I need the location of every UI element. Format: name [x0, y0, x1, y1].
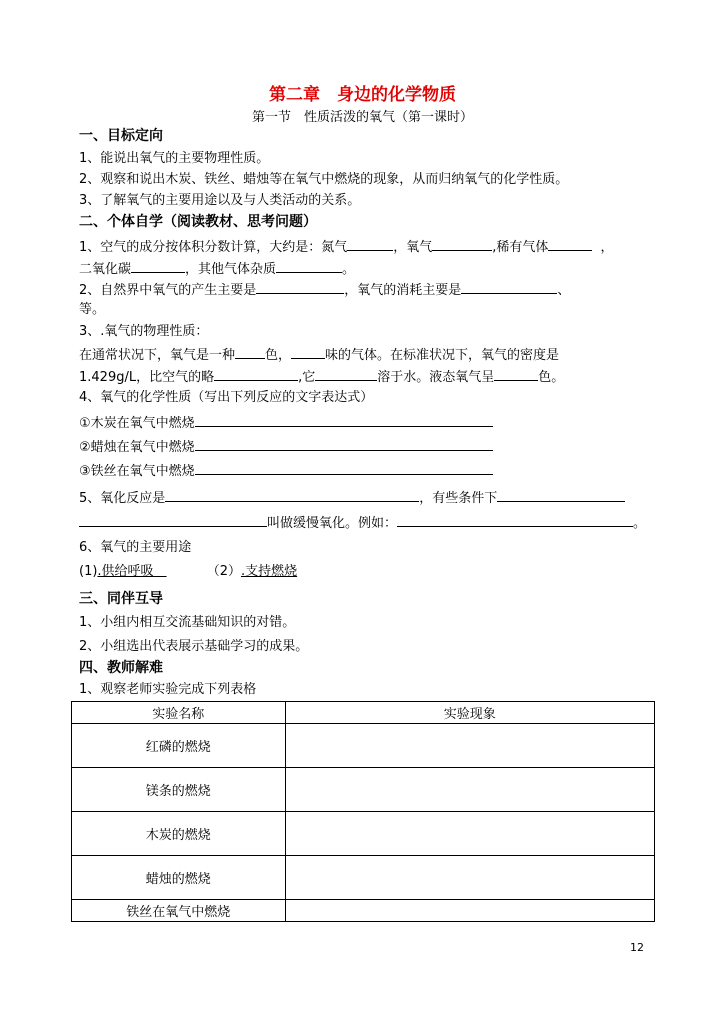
fill-blank[interactable]	[548, 238, 592, 251]
question-2-line-2: 等。	[79, 302, 106, 317]
question-1-line-2: 二氧化碳 ，其他气体杂质 。	[79, 262, 356, 277]
experiment-table	[71, 701, 655, 922]
reaction-item: ③铁丝在氧气中燃烧	[79, 462, 493, 480]
table-row	[72, 812, 655, 856]
question-6-heading: 6、氧气的主要用途	[79, 540, 192, 555]
phenomenon-cell[interactable]	[285, 812, 654, 856]
experiment-name: 铁丝在氧气中燃烧	[72, 900, 286, 922]
table-intro: 1、观察老师实验完成下列表格	[79, 682, 257, 697]
fill-blank[interactable]	[195, 462, 493, 475]
peer-item: 1、小组内相互交流基础知识的对错。	[79, 615, 296, 630]
fill-blank[interactable]	[315, 368, 377, 381]
use-breathing: .供给呼吸	[97, 564, 154, 579]
chapter-title: 第二章 身边的化学物质	[269, 85, 456, 105]
heading-peer-guidance: 三、同伴互导	[79, 591, 163, 607]
goal-item: 3、了解氧气的主要用途以及与人类活动的关系。	[79, 193, 361, 208]
question-4-heading: 4、氧气的化学性质（写出下列反应的文字表达式）	[79, 390, 374, 405]
heading-goals: 一、目标定向	[79, 128, 163, 144]
phenomenon-cell[interactable]	[285, 856, 654, 900]
table-row	[72, 768, 655, 812]
header-experiment-name: 实验名称	[72, 702, 286, 724]
fill-blank[interactable]	[397, 514, 633, 527]
fill-blank[interactable]	[461, 281, 557, 294]
question-2-line-1: 2、自然界中氧气的产生主要是 ，氧气的消耗主要是 、	[79, 283, 571, 298]
fill-blank[interactable]	[347, 238, 393, 251]
question-1-line-1: 1、空气的成分按体积分数计算，大约是：氮气 ，氧气 ,稀有气体 ，	[79, 240, 614, 255]
table-header-row	[72, 702, 655, 724]
fill-blank[interactable]	[497, 489, 625, 502]
reaction-item: ①木炭在氧气中燃烧	[79, 414, 493, 432]
reaction-item: ②蜡烛在氧气中燃烧	[79, 438, 493, 456]
question-3-line-2: 1.429g/L，比空气的略 ,它 溶于水。液态氧气呈 色。	[79, 370, 565, 385]
fill-blank[interactable]	[131, 260, 185, 273]
fill-blank[interactable]	[195, 438, 493, 451]
fill-blank[interactable]	[79, 514, 267, 527]
table-row	[72, 856, 655, 900]
fill-blank[interactable]	[195, 414, 493, 427]
experiment-name: 镁条的燃烧	[72, 768, 286, 812]
fill-blank[interactable]	[165, 489, 419, 502]
phenomenon-cell[interactable]	[285, 724, 654, 768]
phenomenon-cell[interactable]	[285, 900, 654, 922]
question-5-line-2: 叫做缓慢氧化。例如： 。	[79, 514, 646, 532]
page-number: 12	[630, 941, 644, 954]
question-3-heading: 3、.氧气的物理性质：	[79, 324, 209, 339]
experiment-name: 蜡烛的燃烧	[72, 856, 286, 900]
question-6-uses: (1).供给呼吸 （2）.支持燃烧	[79, 564, 298, 579]
phenomenon-cell[interactable]	[285, 768, 654, 812]
section-subtitle: 第一节 性质活泼的氧气（第一课时）	[251, 110, 473, 125]
header-experiment-phenomenon: 实验现象	[285, 702, 654, 724]
goal-item: 2、观察和说出木炭、铁丝、蜡烛等在氧气中燃烧的现象，从而归纳氧气的化学性质。	[79, 172, 569, 187]
table-row	[72, 900, 655, 922]
experiment-name: 红磷的燃烧	[72, 724, 286, 768]
fill-blank[interactable]	[256, 281, 344, 294]
heading-self-study: 二、个体自学（阅读教材、思考问题）	[79, 214, 317, 230]
fill-blank[interactable]	[276, 260, 342, 273]
experiment-name: 木炭的燃烧	[72, 812, 286, 856]
use-combustion: .支持燃烧	[240, 564, 298, 579]
question-5-line-1: 5、氧化反应是 ，有些条件下	[79, 489, 625, 507]
fill-blank[interactable]	[432, 238, 492, 251]
fill-blank[interactable]	[494, 368, 538, 381]
fill-blank[interactable]	[291, 346, 325, 359]
table-row	[72, 724, 655, 768]
fill-blank[interactable]	[214, 368, 298, 381]
heading-teacher-help: 四、教师解难	[79, 660, 163, 676]
fill-blank[interactable]	[235, 346, 265, 359]
goal-item: 1、能说出氧气的主要物理性质。	[79, 151, 270, 166]
peer-item: 2、小组选出代表展示基础学习的成果。	[79, 639, 309, 654]
question-3-line-1: 在通常状况下，氧气是一种 色， 味的气体。在标准状况下，氧气的密度是	[79, 348, 560, 363]
